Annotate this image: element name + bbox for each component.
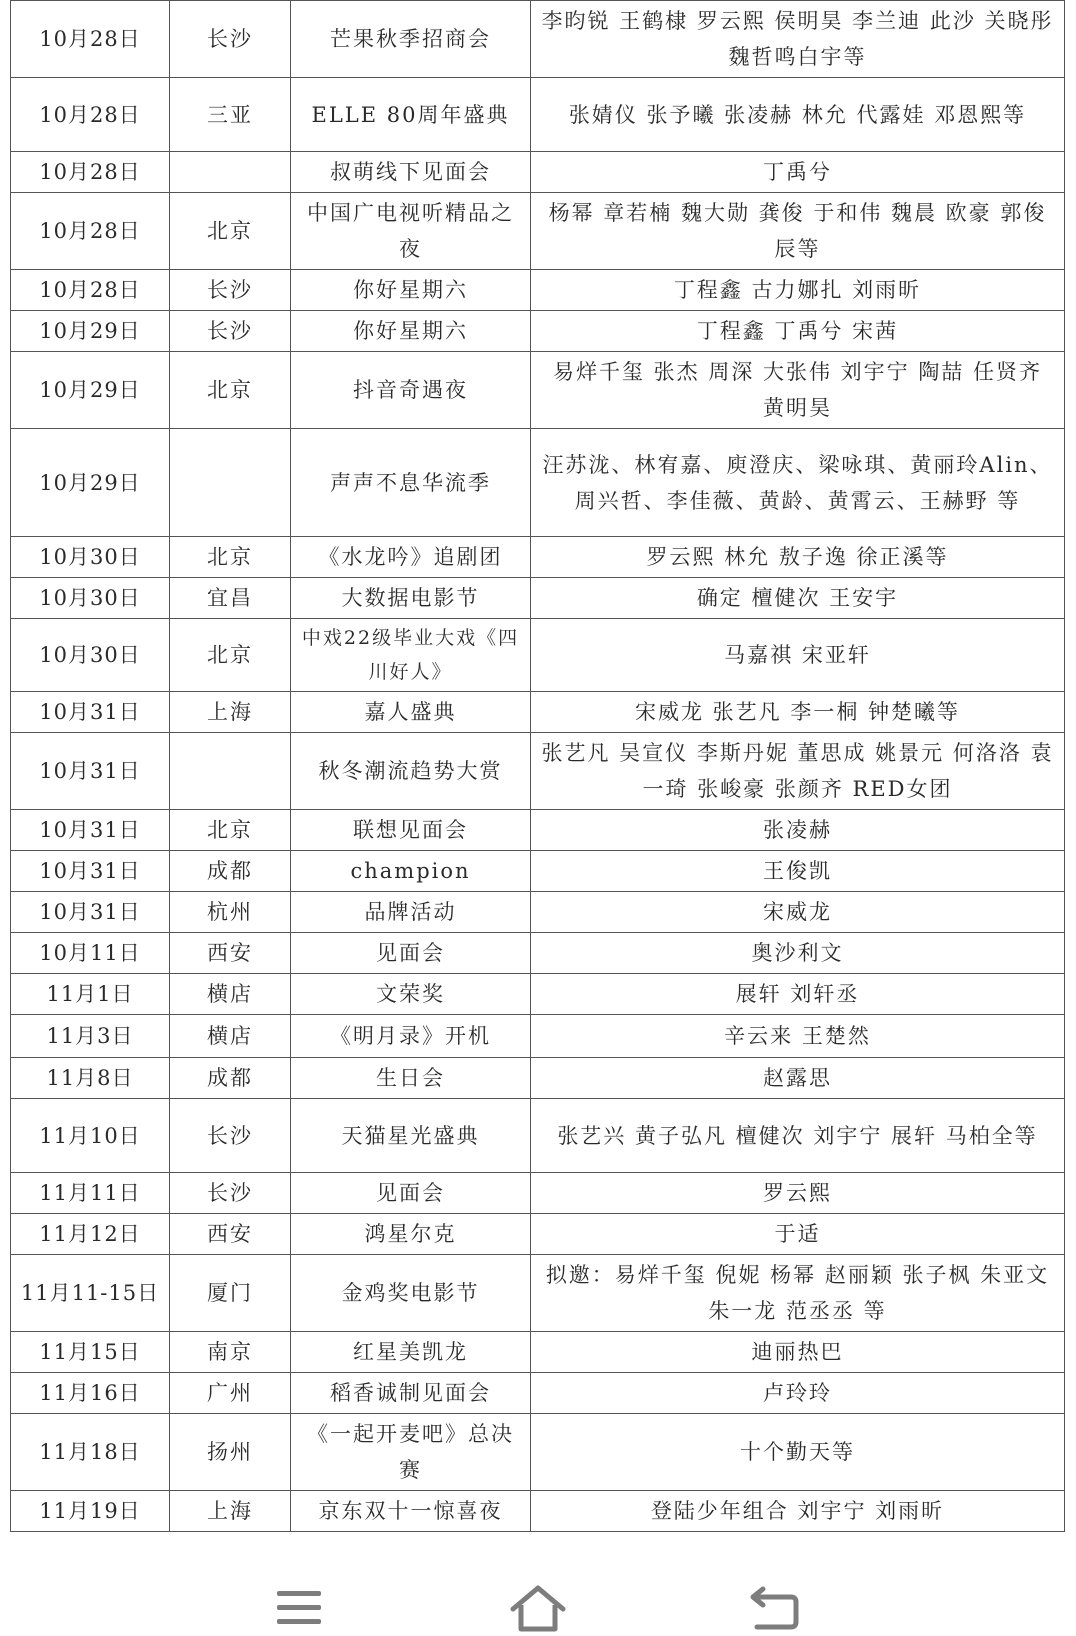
table-row [11,1058,1065,1099]
people-cell: 赵露思 [531,1058,1065,1099]
table-row [11,1255,1065,1332]
people-cell: 张艺凡 吴宣仪 李斯丹妮 董思成 姚景元 何洛洛 袁一琦 张峻豪 张颜齐 RED女团 [531,733,1065,810]
people-cell: 确定 檀健次 王安宇 [531,578,1065,619]
event-cell: 稻香诚制见面会 [291,1373,531,1414]
city-cell: 北京 [170,537,291,578]
event-cell: 《水龙吟》追剧团 [291,537,531,578]
event-cell: 文荣奖 [291,974,531,1015]
people-cell: 丁程鑫 丁禹兮 宋茜 [531,311,1065,352]
city-cell: 上海 [170,1491,291,1532]
date-cell: 11月3日 [11,1015,170,1058]
city-cell [170,733,291,810]
event-cell: 大数据电影节 [291,578,531,619]
date-cell: 10月31日 [11,851,170,892]
table-row [11,733,1065,810]
people-cell: 罗云熙 林允 敖子逸 徐正溪等 [531,537,1065,578]
date-cell: 10月28日 [11,193,170,270]
people-cell: 李昀锐 王鹤棣 罗云熙 侯明昊 李兰迪 此沙 关晓彤 魏哲鸣白宇等 [531,1,1065,78]
people-cell: 登陆少年组合 刘宇宁 刘雨昕 [531,1491,1065,1532]
event-cell: 你好星期六 [291,270,531,311]
date-cell: 10月30日 [11,619,170,692]
menu-button[interactable] [254,1580,344,1636]
people-cell: 汪苏泷、林宥嘉、庾澄庆、梁咏琪、黄丽玲Alin、周兴哲、李佳薇、黄龄、黄霄云、王赫野 等 [531,429,1065,537]
people-cell: 辛云来 王楚然 [531,1015,1065,1058]
event-cell: 京东双十一惊喜夜 [291,1491,531,1532]
people-cell: 张婧仪 张予曦 张凌赫 林允 代露娃 邓恩熙等 [531,78,1065,152]
date-cell: 10月31日 [11,892,170,933]
event-cell: 声声不息华流季 [291,429,531,537]
event-cell: 叔萌线下见面会 [291,152,531,193]
table-row [11,619,1065,692]
table-row [11,352,1065,429]
date-cell: 10月28日 [11,152,170,193]
event-cell: 鸿星尔克 [291,1214,531,1255]
event-cell: 秋冬潮流趋势大赏 [291,733,531,810]
city-cell: 宜昌 [170,578,291,619]
table-row [11,1491,1065,1532]
people-cell: 拟邀：易烊千玺 倪妮 杨幂 赵丽颖 张子枫 朱亚文 朱一龙 范丞丞 等 [531,1255,1065,1332]
event-cell: 《明月录》开机 [291,1015,531,1058]
date-cell: 11月11日 [11,1173,170,1214]
people-cell: 奥沙利文 [531,933,1065,974]
people-cell: 迪丽热巴 [531,1332,1065,1373]
table-row [11,1373,1065,1414]
table-row [11,270,1065,311]
date-cell: 11月11-15日 [11,1255,170,1332]
date-cell: 10月29日 [11,311,170,352]
event-cell: 见面会 [291,933,531,974]
city-cell: 上海 [170,692,291,733]
city-cell: 西安 [170,1214,291,1255]
city-cell: 北京 [170,619,291,692]
table-row [11,1173,1065,1214]
table-row [11,810,1065,851]
city-cell: 北京 [170,810,291,851]
event-cell: 联想见面会 [291,810,531,851]
city-cell: 西安 [170,933,291,974]
people-cell: 杨幂 章若楠 魏大勋 龚俊 于和伟 魏晨 欧豪 郭俊辰等 [531,193,1065,270]
city-cell: 南京 [170,1332,291,1373]
event-cell: 你好星期六 [291,311,531,352]
schedule-body [11,1,1065,1532]
event-cell: ELLE 80周年盛典 [291,78,531,152]
city-cell: 广州 [170,1373,291,1414]
home-icon [508,1583,568,1633]
city-cell: 成都 [170,851,291,892]
city-cell [170,152,291,193]
city-cell [170,429,291,537]
event-cell: 天猫星光盛典 [291,1099,531,1173]
people-cell: 展轩 刘轩丞 [531,974,1065,1015]
event-cell: 中国广电视听精品之夜 [291,193,531,270]
table-row [11,1332,1065,1373]
table-row [11,1,1065,78]
people-cell: 丁程鑫 古力娜扎 刘雨昕 [531,270,1065,311]
date-cell: 11月1日 [11,974,170,1015]
people-cell: 宋威龙 [531,892,1065,933]
table-row [11,1214,1065,1255]
city-cell: 横店 [170,1015,291,1058]
city-cell: 杭州 [170,892,291,933]
city-cell: 长沙 [170,1099,291,1173]
date-cell: 11月16日 [11,1373,170,1414]
date-cell: 10月11日 [11,933,170,974]
date-cell: 11月12日 [11,1214,170,1255]
event-cell: 芒果秋季招商会 [291,1,531,78]
date-cell: 10月31日 [11,692,170,733]
table-row [11,311,1065,352]
table-row [11,933,1065,974]
people-cell: 于适 [531,1214,1065,1255]
menu-icon [275,1587,323,1629]
back-button[interactable] [730,1580,820,1636]
event-cell: 中戏22级毕业大戏《四川好人》 [291,619,531,692]
system-navigation-bar [0,1574,1076,1636]
date-cell: 11月8日 [11,1058,170,1099]
date-cell: 11月15日 [11,1332,170,1373]
table-row [11,193,1065,270]
event-cell: 品牌活动 [291,892,531,933]
event-cell: 见面会 [291,1173,531,1214]
event-cell: champion [291,851,531,892]
city-cell: 扬州 [170,1414,291,1491]
date-cell: 10月28日 [11,1,170,78]
table-row [11,1099,1065,1173]
city-cell: 长沙 [170,270,291,311]
people-cell: 丁禹兮 [531,152,1065,193]
people-cell: 张凌赫 [531,810,1065,851]
city-cell: 长沙 [170,311,291,352]
table-row [11,78,1065,152]
event-cell: 抖音奇遇夜 [291,352,531,429]
table-row [11,537,1065,578]
city-cell: 成都 [170,1058,291,1099]
city-cell: 三亚 [170,78,291,152]
back-icon [749,1585,801,1631]
table-row [11,851,1065,892]
date-cell: 11月10日 [11,1099,170,1173]
date-cell: 10月29日 [11,352,170,429]
people-cell: 宋威龙 张艺凡 李一桐 钟楚曦等 [531,692,1065,733]
table-row [11,152,1065,193]
event-cell: 嘉人盛典 [291,692,531,733]
table-row [11,892,1065,933]
people-cell: 王俊凯 [531,851,1065,892]
city-cell: 厦门 [170,1255,291,1332]
date-cell: 10月29日 [11,429,170,537]
event-cell: 生日会 [291,1058,531,1099]
event-cell: 红星美凯龙 [291,1332,531,1373]
city-cell: 横店 [170,974,291,1015]
people-cell: 马嘉祺 宋亚轩 [531,619,1065,692]
date-cell: 10月28日 [11,270,170,311]
city-cell: 长沙 [170,1173,291,1214]
table-row [11,1015,1065,1058]
date-cell: 10月31日 [11,733,170,810]
home-button[interactable] [493,1580,583,1636]
table-row [11,429,1065,537]
event-cell: 金鸡奖电影节 [291,1255,531,1332]
date-cell: 10月30日 [11,537,170,578]
date-cell: 11月19日 [11,1491,170,1532]
people-cell: 十个勤天等 [531,1414,1065,1491]
table-row [11,974,1065,1015]
schedule-table [10,0,1065,1532]
people-cell: 卢玲玲 [531,1373,1065,1414]
table-row [11,578,1065,619]
city-cell: 北京 [170,193,291,270]
table-row [11,1414,1065,1491]
people-cell: 罗云熙 [531,1173,1065,1214]
date-cell: 10月28日 [11,78,170,152]
date-cell: 10月31日 [11,810,170,851]
city-cell: 长沙 [170,1,291,78]
people-cell: 张艺兴 黄子弘凡 檀健次 刘宇宁 展轩 马柏全等 [531,1099,1065,1173]
table-row [11,692,1065,733]
date-cell: 10月30日 [11,578,170,619]
city-cell: 北京 [170,352,291,429]
date-cell: 11月18日 [11,1414,170,1491]
event-cell: 《一起开麦吧》总决赛 [291,1414,531,1491]
people-cell: 易烊千玺 张杰 周深 大张伟 刘宇宁 陶喆 任贤齐 黄明昊 [531,352,1065,429]
